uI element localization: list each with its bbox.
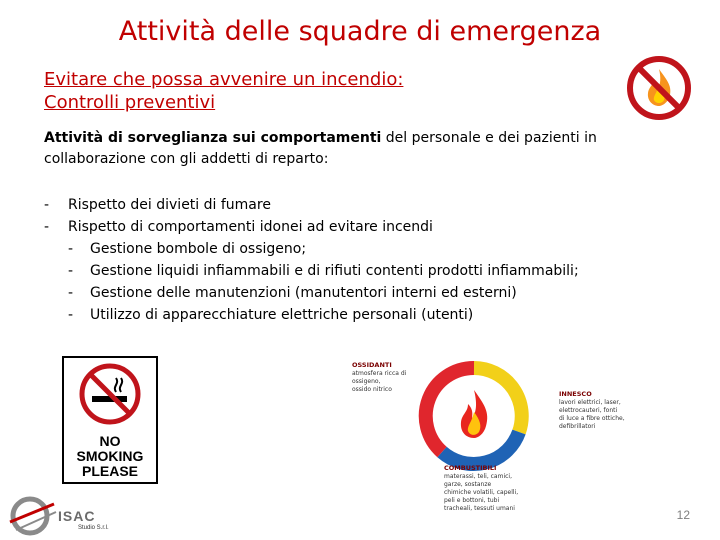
sign-line-1: NO	[99, 433, 121, 449]
slide-subtitle	[44, 68, 403, 114]
combustibili-label	[444, 464, 518, 513]
logo-text: ISAC	[58, 508, 96, 524]
label-line: defibrillatori	[559, 423, 596, 430]
list-dash: -	[68, 307, 74, 323]
no-smoking-sign	[62, 356, 158, 484]
list-dash: -	[68, 241, 74, 257]
innesco-label	[559, 390, 625, 431]
list-item-text: Gestione liquidi infiammabili e di rifiuti contenti prodotti infiammabili;	[90, 263, 579, 279]
sign-line-2: SMOKING	[76, 448, 144, 464]
intro-paragraph	[44, 128, 624, 170]
ossidanti-title: OSSIDANTI	[352, 361, 392, 369]
list-item	[44, 194, 664, 216]
label-line: materassi, teli, camici,	[444, 473, 512, 480]
list-item-text: Gestione bombole di ossigeno;	[90, 241, 307, 257]
sublist-item	[44, 282, 664, 304]
subtitle-line-1: Evitare che possa avvenire un incendio:	[44, 69, 404, 90]
list-dash: -	[44, 219, 50, 235]
combustibili-title: COMBUSTIBILI	[444, 464, 497, 472]
list-item-text: Rispetto di comportamenti idonei ad evitare incendi	[68, 219, 433, 235]
list-dash: -	[44, 197, 50, 213]
label-line: atmosfera ricca di	[352, 370, 407, 377]
fire-triangle-cycle	[418, 360, 530, 472]
label-line: di luce a fibre ottiche,	[559, 415, 625, 422]
label-line: ossido nitrico	[352, 386, 392, 393]
no-smoking-text	[64, 434, 156, 479]
label-line: peli e bottoni, tubi	[444, 497, 500, 504]
no-fire-icon	[626, 55, 692, 121]
slide-title: Attività delle squadre di emergenza	[118, 16, 602, 47]
bullet-list	[44, 194, 664, 326]
ossidanti-label	[352, 361, 406, 394]
list-dash: -	[68, 263, 74, 279]
sublist-item	[44, 238, 664, 260]
list-item	[44, 216, 664, 238]
label-line: garze, sostanze	[444, 481, 492, 488]
sublist-item	[44, 260, 664, 282]
intro-rest: del personale e dei pazienti in collaborazione con gli addetti di reparto:	[44, 130, 597, 167]
page-number: 12	[676, 508, 690, 522]
label-line: lavori elettrici, laser,	[559, 399, 621, 406]
label-line: chimiche volatili, capelli,	[444, 489, 519, 496]
list-item-text: Rispetto dei divieti di fumare	[68, 197, 271, 213]
label-line: elettrocauteri, fonti	[559, 407, 618, 414]
innesco-title: INNESCO	[559, 390, 592, 398]
label-line: tracheali, tessuti umani	[444, 505, 515, 512]
no-smoking-icon	[78, 362, 142, 426]
company-logo-icon	[6, 494, 58, 538]
sublist-item	[44, 304, 664, 326]
list-dash: -	[68, 285, 74, 301]
logo-subtitle: Studio S.r.l.	[78, 525, 109, 531]
intro-bold: Attività di sorveglianza sui comportamenti	[44, 130, 382, 146]
list-item-text: Utilizzo di apparecchiature elettriche personali (utenti)	[90, 307, 474, 323]
label-line: ossigeno,	[352, 378, 381, 385]
subtitle-line-2: Controlli preventivi	[44, 92, 216, 113]
sign-line-3: PLEASE	[81, 463, 138, 479]
list-item-text: Gestione delle manutenzioni (manutentori interni ed esterni)	[90, 285, 517, 301]
